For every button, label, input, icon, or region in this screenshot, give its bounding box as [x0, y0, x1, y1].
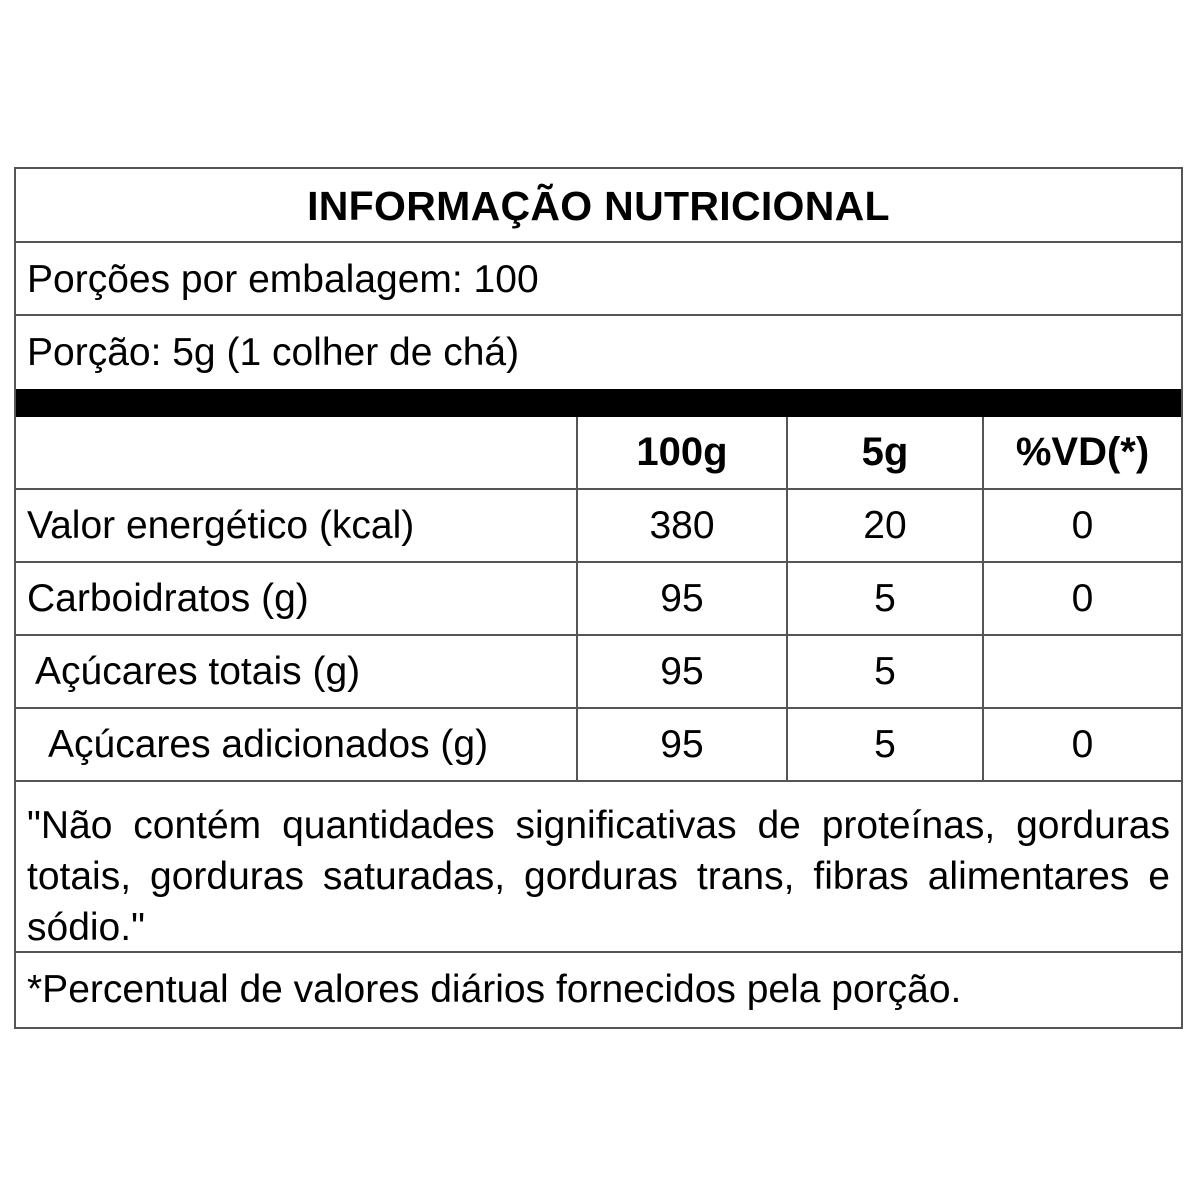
label-title: INFORMAÇÃO NUTRICIONAL	[307, 183, 890, 229]
value-per-100g: 380	[577, 489, 787, 562]
table-header-row	[16, 417, 1181, 489]
value-per-portion: 20	[787, 489, 983, 562]
thick-divider	[16, 389, 1181, 417]
value-per-portion: 5	[787, 635, 983, 708]
table-row	[16, 635, 1181, 708]
header-per-portion: 5g	[787, 417, 983, 489]
value-daily	[983, 635, 1181, 708]
value-daily: 0	[983, 562, 1181, 635]
header-per-100g: 100g	[577, 417, 787, 489]
header-nutrient	[16, 417, 577, 489]
nutrient-name: Carboidratos (g)	[16, 562, 577, 635]
value-per-portion: 5	[787, 562, 983, 635]
serving-size: Porção: 5g (1 colher de chá)	[27, 331, 520, 374]
table-row	[16, 489, 1181, 562]
footnote-row	[16, 953, 1181, 1027]
nutrient-name: Açúcares totais (g)	[16, 635, 577, 708]
value-daily: 0	[983, 708, 1181, 781]
servings-row	[16, 243, 1181, 316]
value-per-portion: 5	[787, 708, 983, 781]
table-row	[16, 562, 1181, 635]
nutrient-table	[16, 417, 1181, 782]
value-per-100g: 95	[577, 708, 787, 781]
header-daily-value: %VD(*)	[983, 417, 1181, 489]
nutrient-name: Valor energético (kcal)	[16, 489, 577, 562]
value-per-100g: 95	[577, 635, 787, 708]
servings-per-package: Porções por embalagem: 100	[27, 258, 539, 301]
portion-row	[16, 316, 1181, 389]
disclaimer-row	[16, 780, 1181, 953]
footnote-text: *Percentual de valores diários fornecidos pela porção.	[27, 968, 962, 1011]
title-row	[16, 169, 1181, 243]
disclaimer-text: "Não contém quantidades significativas de proteínas, gorduras totais, gorduras saturadas, gorduras trans, fibras alimentares e sódio."	[27, 804, 1170, 949]
table-row	[16, 708, 1181, 781]
value-daily: 0	[983, 489, 1181, 562]
nutrition-facts-label	[14, 167, 1183, 1029]
value-per-100g: 95	[577, 562, 787, 635]
nutrient-name: Açúcares adicionados (g)	[16, 708, 577, 781]
